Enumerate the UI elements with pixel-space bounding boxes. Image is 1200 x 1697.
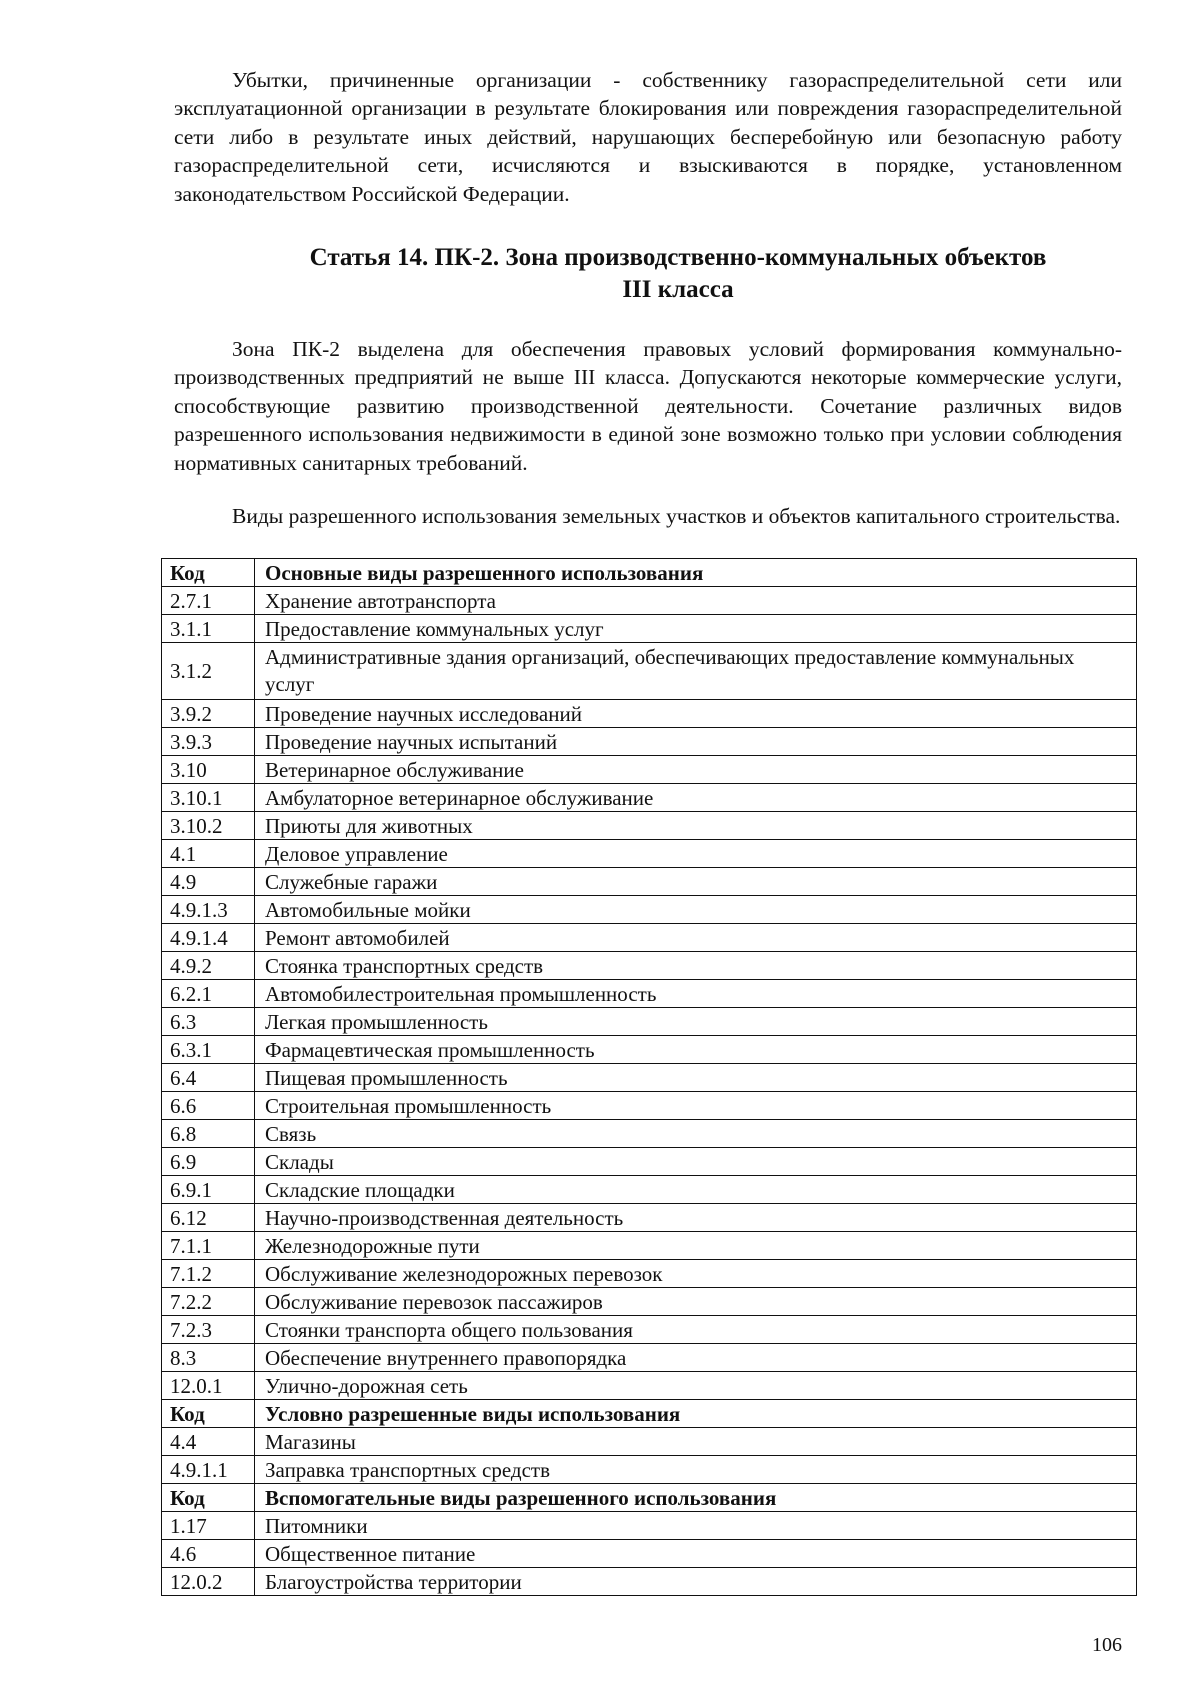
section-title: Условно разрешенные виды использования	[255, 1400, 1137, 1428]
code-header: Код	[162, 559, 255, 587]
use-code: 3.10.1	[162, 784, 255, 812]
article-title-line2: III класса	[622, 276, 734, 303]
use-name: Питомники	[255, 1512, 1137, 1540]
table-row	[162, 615, 1137, 643]
table-row	[162, 756, 1137, 784]
table-row	[162, 1064, 1137, 1092]
use-name: Стоянки транспорта общего пользования	[255, 1316, 1137, 1344]
code-header: Код	[162, 1484, 255, 1512]
use-code: 1.17	[162, 1512, 255, 1540]
use-code: 12.0.1	[162, 1372, 255, 1400]
table-row	[162, 1036, 1137, 1064]
table-row	[162, 1092, 1137, 1120]
use-name: Проведение научных исследований	[255, 700, 1137, 728]
use-name: Склады	[255, 1148, 1137, 1176]
table-row	[162, 840, 1137, 868]
use-name: Приюты для животных	[255, 812, 1137, 840]
use-code: 6.9.1	[162, 1176, 255, 1204]
paragraph-losses-text: Убытки, причиненные организации - собственнику газораспределительной сети или эксплуатационной организации в результате блокирования или повреждения газораспределительной сети либо в результате иных действий, нарушающих бесперебойную или безопасную работу газораспределительной сети, исчисляются и взыскиваются в порядке, установленном законодательством Российской Федерации.	[174, 68, 1122, 206]
use-name: Фармацевтическая промышленность	[255, 1036, 1137, 1064]
table-row	[162, 1344, 1137, 1372]
paragraph-table-intro-text: Виды разрешенного использования земельных участков и объектов капитального строительства.	[232, 504, 1121, 528]
section-title: Вспомогательные виды разрешенного использования	[255, 1484, 1137, 1512]
use-code: 3.9.2	[162, 700, 255, 728]
section-title: Основные виды разрешенного использования	[255, 559, 1137, 587]
table-row	[162, 1232, 1137, 1260]
table-row	[162, 1372, 1137, 1400]
paragraph-table-intro	[174, 502, 1122, 530]
section-header-row	[162, 1484, 1137, 1512]
use-code: 2.7.1	[162, 587, 255, 615]
table-row	[162, 1512, 1137, 1540]
use-name: Ремонт автомобилей	[255, 924, 1137, 952]
use-name: Улично-дорожная сеть	[255, 1372, 1137, 1400]
use-code: 6.12	[162, 1204, 255, 1232]
use-code: 4.9.1.1	[162, 1456, 255, 1484]
use-name: Благоустройства территории	[255, 1568, 1137, 1596]
use-code: 6.4	[162, 1064, 255, 1092]
use-code: 3.1.2	[162, 643, 255, 700]
table-row	[162, 924, 1137, 952]
use-name: Служебные гаражи	[255, 868, 1137, 896]
use-name: Железнодорожные пути	[255, 1232, 1137, 1260]
use-name: Стоянка транспортных средств	[255, 952, 1137, 980]
use-name: Магазины	[255, 1428, 1137, 1456]
table-row	[162, 1428, 1137, 1456]
use-name: Строительная промышленность	[255, 1092, 1137, 1120]
page-number: 106	[1092, 1634, 1122, 1656]
use-code: 6.8	[162, 1120, 255, 1148]
use-code: 4.9.1.3	[162, 896, 255, 924]
use-code: 4.9	[162, 868, 255, 896]
code-header: Код	[162, 1400, 255, 1428]
use-code: 3.10	[162, 756, 255, 784]
table-row	[162, 1540, 1137, 1568]
section-header-row	[162, 1400, 1137, 1428]
use-name: Автомобилестроительная промышленность	[255, 980, 1137, 1008]
use-code: 6.3	[162, 1008, 255, 1036]
table-row	[162, 1316, 1137, 1344]
permitted-use-table	[161, 558, 1137, 1596]
table-row	[162, 587, 1137, 615]
use-name: Заправка транспортных средств	[255, 1456, 1137, 1484]
use-code: 7.1.1	[162, 1232, 255, 1260]
use-name: Обслуживание железнодорожных перевозок	[255, 1260, 1137, 1288]
table-row	[162, 784, 1137, 812]
use-name: Связь	[255, 1120, 1137, 1148]
section-header-row	[162, 559, 1137, 587]
use-code: 3.10.2	[162, 812, 255, 840]
paragraph-zone-description	[174, 335, 1122, 477]
use-code: 6.2.1	[162, 980, 255, 1008]
table-row	[162, 728, 1137, 756]
table-row	[162, 896, 1137, 924]
table-row	[162, 1288, 1137, 1316]
table-row	[162, 1008, 1137, 1036]
table-row	[162, 1204, 1137, 1232]
use-name: Складские площадки	[255, 1176, 1137, 1204]
table-row	[162, 1120, 1137, 1148]
table-row	[162, 868, 1137, 896]
table-row	[162, 1456, 1137, 1484]
table-row	[162, 812, 1137, 840]
use-name: Ветеринарное обслуживание	[255, 756, 1137, 784]
table-row	[162, 952, 1137, 980]
table-row	[162, 980, 1137, 1008]
table-row	[162, 1260, 1137, 1288]
table-row	[162, 700, 1137, 728]
use-code: 4.9.1.4	[162, 924, 255, 952]
use-name: Пищевая промышленность	[255, 1064, 1137, 1092]
paragraph-zone-description-text: Зона ПК-2 выделена для обеспечения правовых условий формирования коммунально-производственных предприятий не выше III класса. Допускаются некоторые коммерческие услуги, способствующие развитию производственной деятельности. Сочетание различных видов разрешенного использования недвижимости в единой зоне возможно только при условии соблюдения нормативных санитарных требований.	[174, 337, 1122, 475]
use-name: Хранение автотранспорта	[255, 587, 1137, 615]
article-title	[174, 242, 1122, 306]
table-row	[162, 1148, 1137, 1176]
use-name: Легкая промышленность	[255, 1008, 1137, 1036]
use-name: Обслуживание перевозок пассажиров	[255, 1288, 1137, 1316]
use-code: 4.4	[162, 1428, 255, 1456]
use-name: Деловое управление	[255, 840, 1137, 868]
use-name: Проведение научных испытаний	[255, 728, 1137, 756]
table-row	[162, 1568, 1137, 1596]
use-name: Обеспечение внутреннего правопорядка	[255, 1344, 1137, 1372]
use-code: 3.1.1	[162, 615, 255, 643]
table-row	[162, 643, 1137, 700]
use-name: Амбулаторное ветеринарное обслуживание	[255, 784, 1137, 812]
use-code: 4.1	[162, 840, 255, 868]
article-title-line1: Статья 14. ПК-2. Зона производственно-коммунальных объектов	[309, 244, 1047, 271]
use-code: 6.6	[162, 1092, 255, 1120]
use-code: 4.6	[162, 1540, 255, 1568]
use-code: 7.2.3	[162, 1316, 255, 1344]
use-code: 3.9.3	[162, 728, 255, 756]
use-code: 6.9	[162, 1148, 255, 1176]
use-code: 4.9.2	[162, 952, 255, 980]
use-code: 8.3	[162, 1344, 255, 1372]
paragraph-losses	[174, 66, 1122, 208]
table-row	[162, 1176, 1137, 1204]
use-code: 7.2.2	[162, 1288, 255, 1316]
use-name: Административные здания организаций, обеспечивающих предоставление коммунальных услуг	[255, 643, 1137, 700]
use-code: 12.0.2	[162, 1568, 255, 1596]
use-code: 6.3.1	[162, 1036, 255, 1064]
use-name: Общественное питание	[255, 1540, 1137, 1568]
use-name: Научно-производственная деятельность	[255, 1204, 1137, 1232]
use-name: Предоставление коммунальных услуг	[255, 615, 1137, 643]
use-code: 7.1.2	[162, 1260, 255, 1288]
use-name: Автомобильные мойки	[255, 896, 1137, 924]
